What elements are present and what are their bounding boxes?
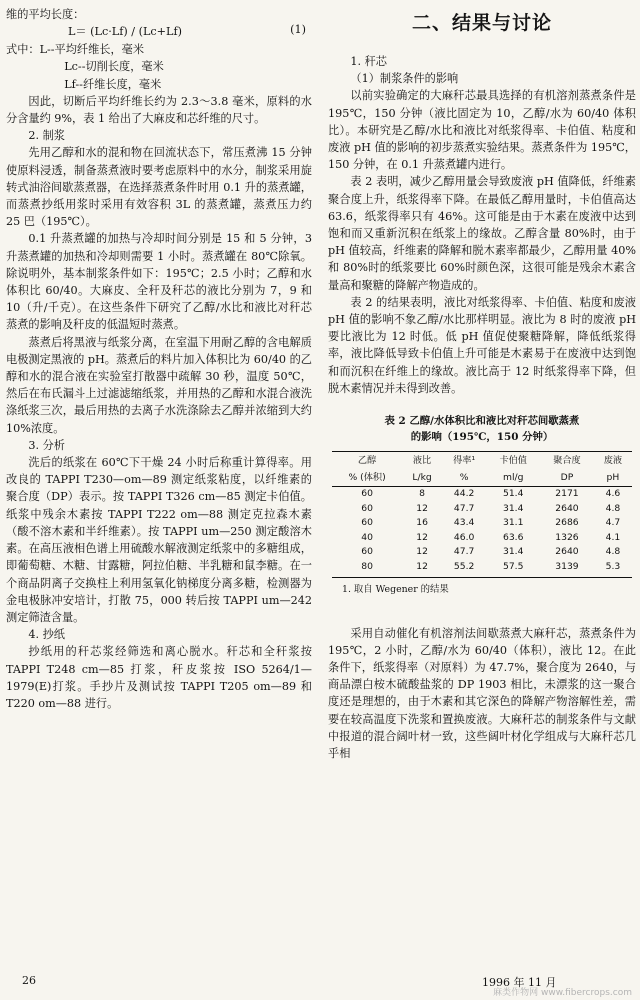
where-line: 式中：L--平均纤维长，毫米 <box>6 43 145 57</box>
table-cell: 3139 <box>540 560 594 577</box>
right-p3: 表 2 的结果表明，液比对纸浆得率、卡伯值、粘度和废液 pH 值的影响不象乙醇/水比那样明显。液比为 8 时的废液 pH 要比液比为 12 时低。低 pH 值促使聚糖降解，降低纸浆得率，液比降低导致卡伯值上升可能是木素易于在废液中达到饱和而沉积在纤维上的缘故。液比高于 12 时纸浆得率下降，但脱木素情况并未得到改善。 <box>328 295 636 395</box>
left-p5: 洗后的纸浆在 60℃下干燥 24 小时后称重计算得率。用改良的 TAPPI T230—om—89 测定纸浆粘度，以纤维素的聚合度（DP）表示。按 TAPPI T326 cm—85 测定卡伯值。纸浆中残余木素按 TAPPI T222 om—88 测定克拉森木素（酸不溶木素和半纤维素）。按 TAPPI um—250 测定酸溶木素。在高压液相色谱上用硫酸水解液测定纸浆中的多糖组成，即葡萄糖、木糖、甘露糖，阿拉伯糖、半乳糖和鼠李糖。在一个商品阴离子交换柱上利用氢氧化钠梯度分离多糖，检测器为金电极脉冲安培计，打散 75，000 转后按 TAPPI um—242 测定筛渣含量。 <box>6 456 312 624</box>
table-cell: 40 <box>361 531 373 543</box>
table-cell: 31.1 <box>502 517 524 529</box>
table-row <box>332 545 632 560</box>
table-row <box>332 560 632 577</box>
table-cell: 2640 <box>555 546 579 558</box>
left-p6: 抄纸用的秆芯浆经筛选和离心脱水。秆芯和全秆浆按 TAPPI T248 cm—85 打浆，秆皮浆按 ISO 5264/1—1979(E)打浆。手抄片及测试按 TAPPI T205 om—89 和 T220 om—88 进行。 <box>6 645 312 710</box>
table-header-row <box>332 469 632 487</box>
header-cell: % (体积) <box>332 469 402 487</box>
table-cell: 60 <box>361 546 373 558</box>
table-row <box>332 516 632 531</box>
table-cell: 12 <box>416 502 428 514</box>
section-papermaking-heading: 4. 抄纸 <box>28 628 65 642</box>
table-cell: 8 <box>419 488 425 500</box>
def-lf: Lf--纤维长度，毫米 <box>64 77 162 91</box>
subsection-conditions: （1）制浆条件的影响 <box>350 72 459 86</box>
equation-number: (1) <box>290 23 306 37</box>
header-cell: pH <box>594 469 632 487</box>
watermark: 麻类作物网 www.fibercrops.com <box>493 988 632 998</box>
equation-1 <box>6 23 312 41</box>
table-cell: 4.7 <box>605 517 621 529</box>
table-row <box>332 487 632 502</box>
table-cell: 12 <box>416 531 428 543</box>
right-column <box>328 0 636 762</box>
right-p1: 以前实验确定的大麻秆芯最具选择的有机溶剂蒸煮条件是 195℃，150 分钟（液比固定为 10，乙醇/水为 60/40 体积比）。本研究是乙醇/水比和液比对纸浆得率、卡伯值、粘度和废液 pH 值的影响的初步蒸煮实验结果。蒸煮条件为 195℃，150 分钟，在 0.1 升蒸煮罐内进行。 <box>328 89 636 172</box>
table-cell: 46.0 <box>453 531 475 543</box>
table-cell: 47.7 <box>453 546 475 558</box>
right-p4: 采用自动催化有机溶剂法间歇蒸煮大麻秆芯，蒸煮条件为 195℃，2 小时，乙醇/水为 60/40（体积），液比 12。在此条件下，纸浆得率（对原料）为 47.7%，聚合度为 2640，与商品漂白桉木硫酸盐浆的 DP 1903 相比，未漂浆的这一聚合度还是理想的，由于木素和其它深色的降解产物溶解性差，需要在较高温度下洗浆和置换废液。大麻秆芯的制浆条件与文献中报道的混合阔叶材一致，这些阔叶材化学组成与大麻秆芯几乎相 <box>328 626 636 761</box>
header-cell: % <box>442 469 486 487</box>
equation-text: L＝ (Lc·Lf) / (Lc+Lf) <box>68 25 182 39</box>
header-cell: 乙醇 <box>332 452 402 470</box>
page-number: 26 <box>22 974 36 987</box>
table-cell: 31.4 <box>502 502 524 514</box>
results-table <box>332 451 632 578</box>
table-cell: 31.4 <box>502 546 524 558</box>
table-cell: 47.7 <box>453 502 475 514</box>
header-cell: L/kg <box>402 469 442 487</box>
table-footnote: 1. 取自 Wegener 的结果 <box>342 583 449 595</box>
table-cell: 4.8 <box>605 502 621 514</box>
table-cell: 60 <box>361 517 373 529</box>
table-cell: 51.4 <box>502 488 524 500</box>
table-header-row <box>332 452 632 470</box>
header-cell: 聚合度 <box>540 452 594 470</box>
header-cell: 废液 <box>594 452 632 470</box>
table-cell: 2640 <box>555 502 579 514</box>
left-p0: 维的平均长度： <box>6 8 85 21</box>
table-cell: 43.4 <box>453 517 475 529</box>
table-caption-2: 的影响（195℃，150 分钟） <box>410 431 554 444</box>
table-cell: 60 <box>361 502 373 514</box>
subsection-stalk-core: 1. 秆芯 <box>350 55 387 68</box>
header-cell: ml/g <box>486 469 540 487</box>
table-caption: 表 2 乙醇/水体积比和液比对秆芯间歇蒸煮 <box>384 415 580 428</box>
table-cell: 5.3 <box>594 560 632 577</box>
table-cell: 1326 <box>555 531 579 543</box>
table-cell: 80 <box>332 560 402 577</box>
section-pulping-heading: 2. 制浆 <box>28 129 65 143</box>
table-row <box>332 502 632 517</box>
table-cell: 2686 <box>555 517 579 529</box>
table-cell: 4.8 <box>605 546 621 558</box>
section-analysis-heading: 3. 分析 <box>28 438 65 452</box>
table-cell: 55.2 <box>442 560 486 577</box>
left-column <box>6 0 312 712</box>
table-cell: 4.6 <box>605 488 621 500</box>
table-cell: 12 <box>416 546 428 558</box>
header-cell: 得率¹ <box>442 452 486 470</box>
table-cell: 57.5 <box>486 560 540 577</box>
right-p2: 表 2 表明，减少乙醇用量会导致废液 pH 值降低，纤维素聚合度上升，纸浆得率下降。在最低乙醇用量时，卡伯值高达 63.6，纸浆得率只有 46%。这可能是由于木素在废液中达到饱和而又重新沉积在纸浆上的缘故。乙醇含量 80%时，由于 pH 值较高，纤维素的降解和脱木素率都最少，乙醇用量 40%和 80%时的纸浆要比 60%时颜色深，这很可能是残余木素含量高和聚糖的降解产物造成的。 <box>328 175 636 292</box>
left-p1: 因此，切断后平均纤维长约为 2.3～3.8 毫米，原料的水分含量约 9%，表 1 给出了大麻皮和芯纤维的尺寸。 <box>6 94 312 126</box>
table-cell: 4.1 <box>605 531 621 543</box>
issue-date: 1996 年 11 月 <box>482 976 557 989</box>
table-cell: 63.6 <box>502 531 524 543</box>
table-cell: 16 <box>416 517 428 529</box>
header-cell: 液比 <box>402 452 442 470</box>
section-title: 二、结果与讨论 <box>411 12 552 34</box>
table-cell: 44.2 <box>453 488 475 500</box>
left-p2: 先用乙醇和水的混和物在回流状态下，常压煮沸 15 分钟使原料浸透，制备蒸煮液时要考虑原料中的水分，制浆采用旋转式油浴间歇蒸煮器，在选择蒸煮条件时用 0.1 升的蒸煮罐，而蒸煮抄纸用浆时采用有效容积 3L 的蒸煮罐，蒸煮压力约 25 巴（195℃）。 <box>6 146 312 229</box>
header-cell: 卡伯值 <box>486 452 540 470</box>
header-cell: DP <box>540 469 594 487</box>
table-cell: 2171 <box>555 488 579 500</box>
def-lc: Lc--切削长度，毫米 <box>64 60 164 74</box>
left-p3: 0.1 升蒸煮罐的加热与冷却时间分别是 15 和 5 分钟，3 升蒸煮罐的加热和冷却则需要 1 小时。蒸煮罐在 80℃除氧。除说明外，基本制浆条件如下：195℃；2.5 小时；乙醇和水体积比 60/40。大麻皮、全秆及秆芯的液比分别为 7，9 和 10（升/千克）。在这些条件下研究了乙醇/水比和液比对秆芯蒸煮的影响及秆皮的低温短时蒸煮。 <box>6 232 312 332</box>
table-row <box>332 531 632 546</box>
table-cell: 12 <box>402 560 442 577</box>
table-cell: 60 <box>361 488 373 500</box>
left-p4: 蒸煮后将黑液与纸浆分离，在室温下用耐乙醇的含电解质电极测定黑液的 pH。蒸煮后的料片加入体积比为 60/40 的乙醇和水的混合液在实验室打散器中疏解 30 秒，温度 50℃，然后在布氏漏斗上过滤滤缩纸浆，并用热的乙醇和水混合液洗涤纸浆三次，最后用热的去离子水洗涤除去乙醇并浓缩到大约 10%浓度。 <box>6 335 312 435</box>
